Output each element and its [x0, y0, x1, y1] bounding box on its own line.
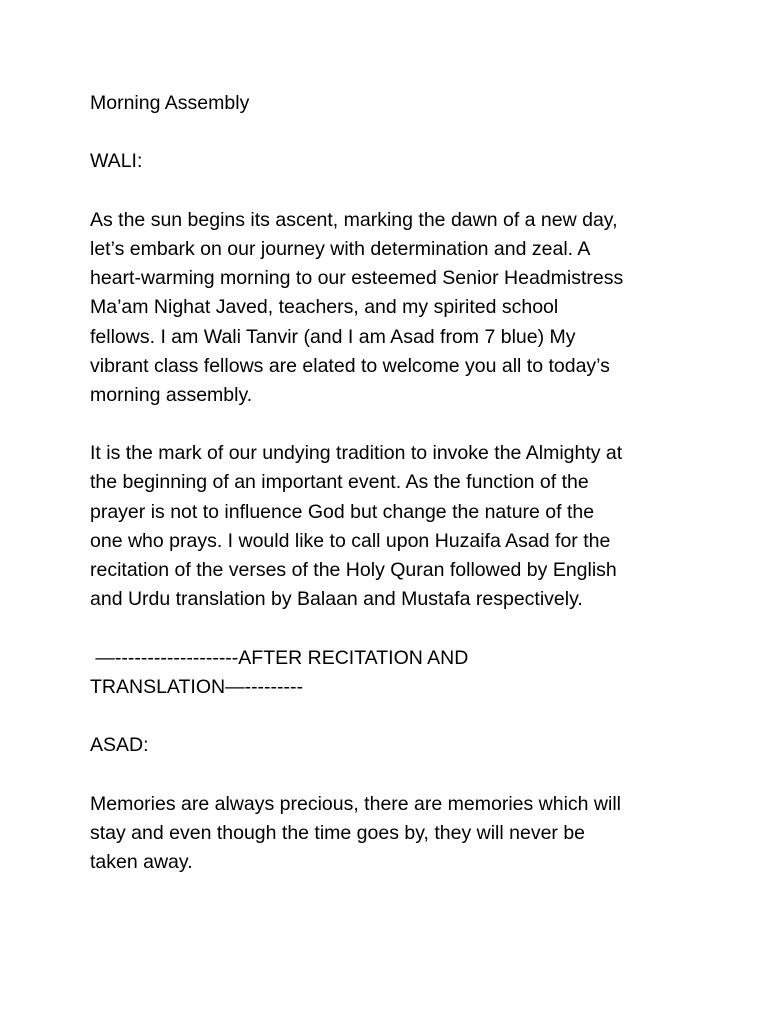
divider-line: —-------------------AFTER RECITATION AND: [90, 646, 469, 669]
spacer: [90, 614, 690, 643]
paragraph-memories: [90, 790, 690, 878]
paragraph-line: fellows. I am Wali Tanvir (and I am Asad from 7 blue) My: [90, 325, 576, 348]
paragraph-line: taken away.: [90, 850, 193, 873]
paragraph-line: As the sun begins its ascent, marking the dawn of a new day,: [90, 208, 618, 231]
paragraph-line: vibrant class fellows are elated to welcome you all to today’s: [90, 354, 610, 377]
paragraph-line: and Urdu translation by Balaan and Mustafa respectively.: [90, 588, 583, 611]
spacer: [90, 177, 690, 206]
speaker-label-wali: WALI:: [90, 150, 143, 173]
document-page: [90, 89, 690, 877]
paragraph-line: heart-warming morning to our esteemed Senior Headmistress: [90, 267, 624, 290]
paragraph-line: morning assembly.: [90, 383, 253, 406]
divider-line: TRANSLATION—---------: [90, 675, 304, 698]
spacer: [90, 118, 690, 147]
paragraph-line: stay and even though the time goes by, they will never be: [90, 821, 586, 844]
section-divider: [90, 644, 690, 702]
document-title: Morning Assembly: [90, 92, 250, 114]
paragraph-line: It is the mark of our undying tradition to invoke the Almighty at: [90, 442, 623, 465]
paragraph-line: recitation of the verses of the Holy Quran followed by English: [90, 559, 617, 581]
paragraph-line: the beginning of an important event. As the function of the: [90, 471, 589, 494]
paragraph-welcome: [90, 206, 690, 410]
paragraph-line: one who prays. I would like to call upon Huzaifa Asad for the: [90, 529, 611, 552]
paragraph-line: Ma’am Nighat Javed, teachers, and my spirited school: [90, 296, 559, 319]
paragraph-recitation: [90, 439, 690, 614]
spacer: [90, 410, 690, 439]
paragraph-line: Memories are always precious, there are memories which will: [90, 792, 622, 815]
paragraph-line: let’s embark on our journey with determination and zeal. A: [90, 237, 591, 260]
spacer: [90, 760, 690, 789]
paragraph-line: prayer is not to influence God but change the nature of the: [90, 500, 595, 523]
speaker-label-asad: ASAD:: [90, 734, 149, 757]
spacer: [90, 702, 690, 731]
